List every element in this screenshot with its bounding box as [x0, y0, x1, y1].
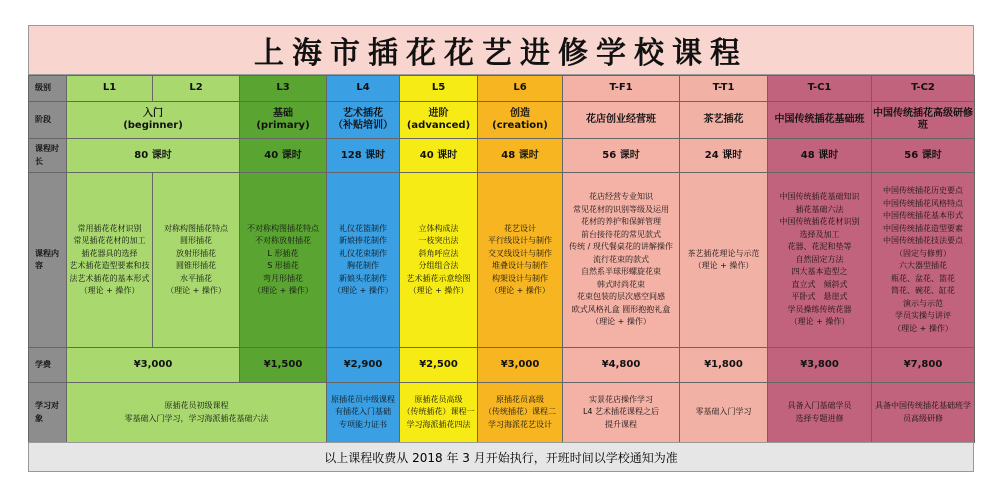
duration-row	[29, 139, 975, 173]
target-cell: 原插花员高级 （传统插花）课程二 学习海派花艺设计	[478, 383, 563, 443]
stage-cell: 中国传统插花高级研修班	[872, 102, 975, 139]
target-cell: 原插花员高级 （传统插花）课程一 学习海派插花四法	[400, 383, 478, 443]
duration-cell: 56 课时	[563, 139, 680, 173]
fee-cell: ¥2,900	[327, 348, 400, 383]
level-cell: T-F1	[563, 76, 680, 102]
stage-header: 阶段	[29, 102, 67, 139]
target-header: 学习对象	[29, 383, 67, 443]
content-cell: 花艺设计 平行线设计与制作 交叉线设计与制作 堆叠设计与制作 构架设计与制作 （理论 + 操作）	[478, 173, 563, 348]
fee-cell: ¥4,800	[563, 348, 680, 383]
level-cell: T-C1	[768, 76, 872, 102]
duration-cell: 40 课时	[400, 139, 478, 173]
target-cell: 具备中国传统插花基础班学员高级研修	[872, 383, 975, 443]
level-header: 级别	[29, 76, 67, 102]
content-cell: 中国传统插花基础知识 插花基础六法 中国传统插花花材识别 选择及加工 花器、花泥和垫等 自然固定方法 四大基本造型之 直立式 倾斜式 平卧式 悬崖式 学员操练传统花器 （理论 + 操作）	[768, 173, 872, 348]
duration-cell: 80 课时	[67, 139, 240, 173]
stage-cell: 艺术插花 （补贴培训）	[327, 102, 400, 139]
content-cell: 立体构成法 一枝突出法 斜角呼应法 分组组合法 艺术插花示意绘图 （理论 + 操作）	[400, 173, 478, 348]
target-cell: 原插花员初级课程 零基础入门学习，学习海派插花基础六法	[67, 383, 327, 443]
content-header: 课程内容	[29, 173, 67, 348]
fee-row	[29, 348, 975, 383]
duration-cell: 128 课时	[327, 139, 400, 173]
page-title: 上海市插花花艺进修学校课程	[28, 25, 974, 75]
duration-cell: 48 课时	[478, 139, 563, 173]
stage-cell: 进阶 (advanced)	[400, 102, 478, 139]
fee-header: 学费	[29, 348, 67, 383]
level-cell: T-C2	[872, 76, 975, 102]
target-row	[29, 383, 975, 443]
level-cell: L1	[67, 76, 153, 102]
level-cell: L5	[400, 76, 478, 102]
fee-cell: ¥3,000	[478, 348, 563, 383]
duration-cell: 40 课时	[240, 139, 327, 173]
stage-cell: 创造 (creation)	[478, 102, 563, 139]
content-cell: 不对称构图插花特点 不对称放射插花 L 形插花 S 形插花 弯月形插花 （理论 + 操作）	[240, 173, 327, 348]
duration-header: 课程时长	[29, 139, 67, 173]
stage-cell: 中国传统插花基础班	[768, 102, 872, 139]
duration-cell: 48 课时	[768, 139, 872, 173]
content-cell: 对称构图插花特点 圆形插花 放射形插花 圆锥形插花 水平插花 （理论 + 操作）	[153, 173, 240, 348]
level-cell: L2	[153, 76, 240, 102]
fee-cell: ¥7,800	[872, 348, 975, 383]
fee-cell: ¥1,800	[680, 348, 768, 383]
content-cell: 常用插花花材识别 常见插花花材的加工 插花器具的选择 艺术插花造型要素和技法艺术插花的基本形式 （理论 + 操作）	[67, 173, 153, 348]
stage-cell: 基础 (primary)	[240, 102, 327, 139]
level-cell: T-T1	[680, 76, 768, 102]
duration-cell: 56 课时	[872, 139, 975, 173]
fee-cell: ¥2,500	[400, 348, 478, 383]
footer-note: 以上课程收费从 2018 年 3 月开始执行，开班时间以学校通知为准	[28, 442, 974, 472]
fee-cell: ¥1,500	[240, 348, 327, 383]
content-cell: 茶艺插花理论与示范 （理论 + 操作）	[680, 173, 768, 348]
level-cell: L6	[478, 76, 563, 102]
level-cell: L3	[240, 76, 327, 102]
stage-cell: 入门 (beginner)	[67, 102, 240, 139]
stage-cell: 茶艺插花	[680, 102, 768, 139]
target-cell: 零基础入门学习	[680, 383, 768, 443]
level-cell: L4	[327, 76, 400, 102]
stage-cell: 花店创业经营班	[563, 102, 680, 139]
course-table	[28, 75, 975, 443]
stage-row	[29, 102, 975, 139]
target-cell: 实景花店操作学习 L4 艺术插花课程之后 提升课程	[563, 383, 680, 443]
target-cell: 具备入门基础学员 选择专题进修	[768, 383, 872, 443]
level-row	[29, 76, 975, 102]
fee-cell: ¥3,800	[768, 348, 872, 383]
content-cell: 花店经营专业知识 常见花材的识别等级及运用 花材的养护和保鲜管理 前台接待花的常见款式 传统 / 现代餐桌花的讲解操作 流行花束的款式 自然系半球形螺旋花束 韩式时尚花束 花束包装的层次感空间感 欧式风格礼盒 圆形抱抱礼盒 （理论 + 操作）	[563, 173, 680, 348]
content-cell: 中国传统插花历史要点 中国传统插花风格特点 中国传统插花基本形式 中国传统插花造型要素 中国传统插花技法要点 （固定与修剪） 六大器型插花 瓶花、盆花、篮花 筒花、碗花、缸花 演示与示范 学员实操与讲评 （理论 + 操作）	[872, 173, 975, 348]
target-cell: 原插花员中级课程 有插花入门基础 专项能力证书	[327, 383, 400, 443]
duration-cell: 24 课时	[680, 139, 768, 173]
fee-cell: ¥3,000	[67, 348, 240, 383]
content-cell: 礼仪花篮制作 新娘捧花制作 礼仪花束制作 胸花制作 新娘头花制作 （理论 + 操作）	[327, 173, 400, 348]
content-row	[29, 173, 975, 348]
